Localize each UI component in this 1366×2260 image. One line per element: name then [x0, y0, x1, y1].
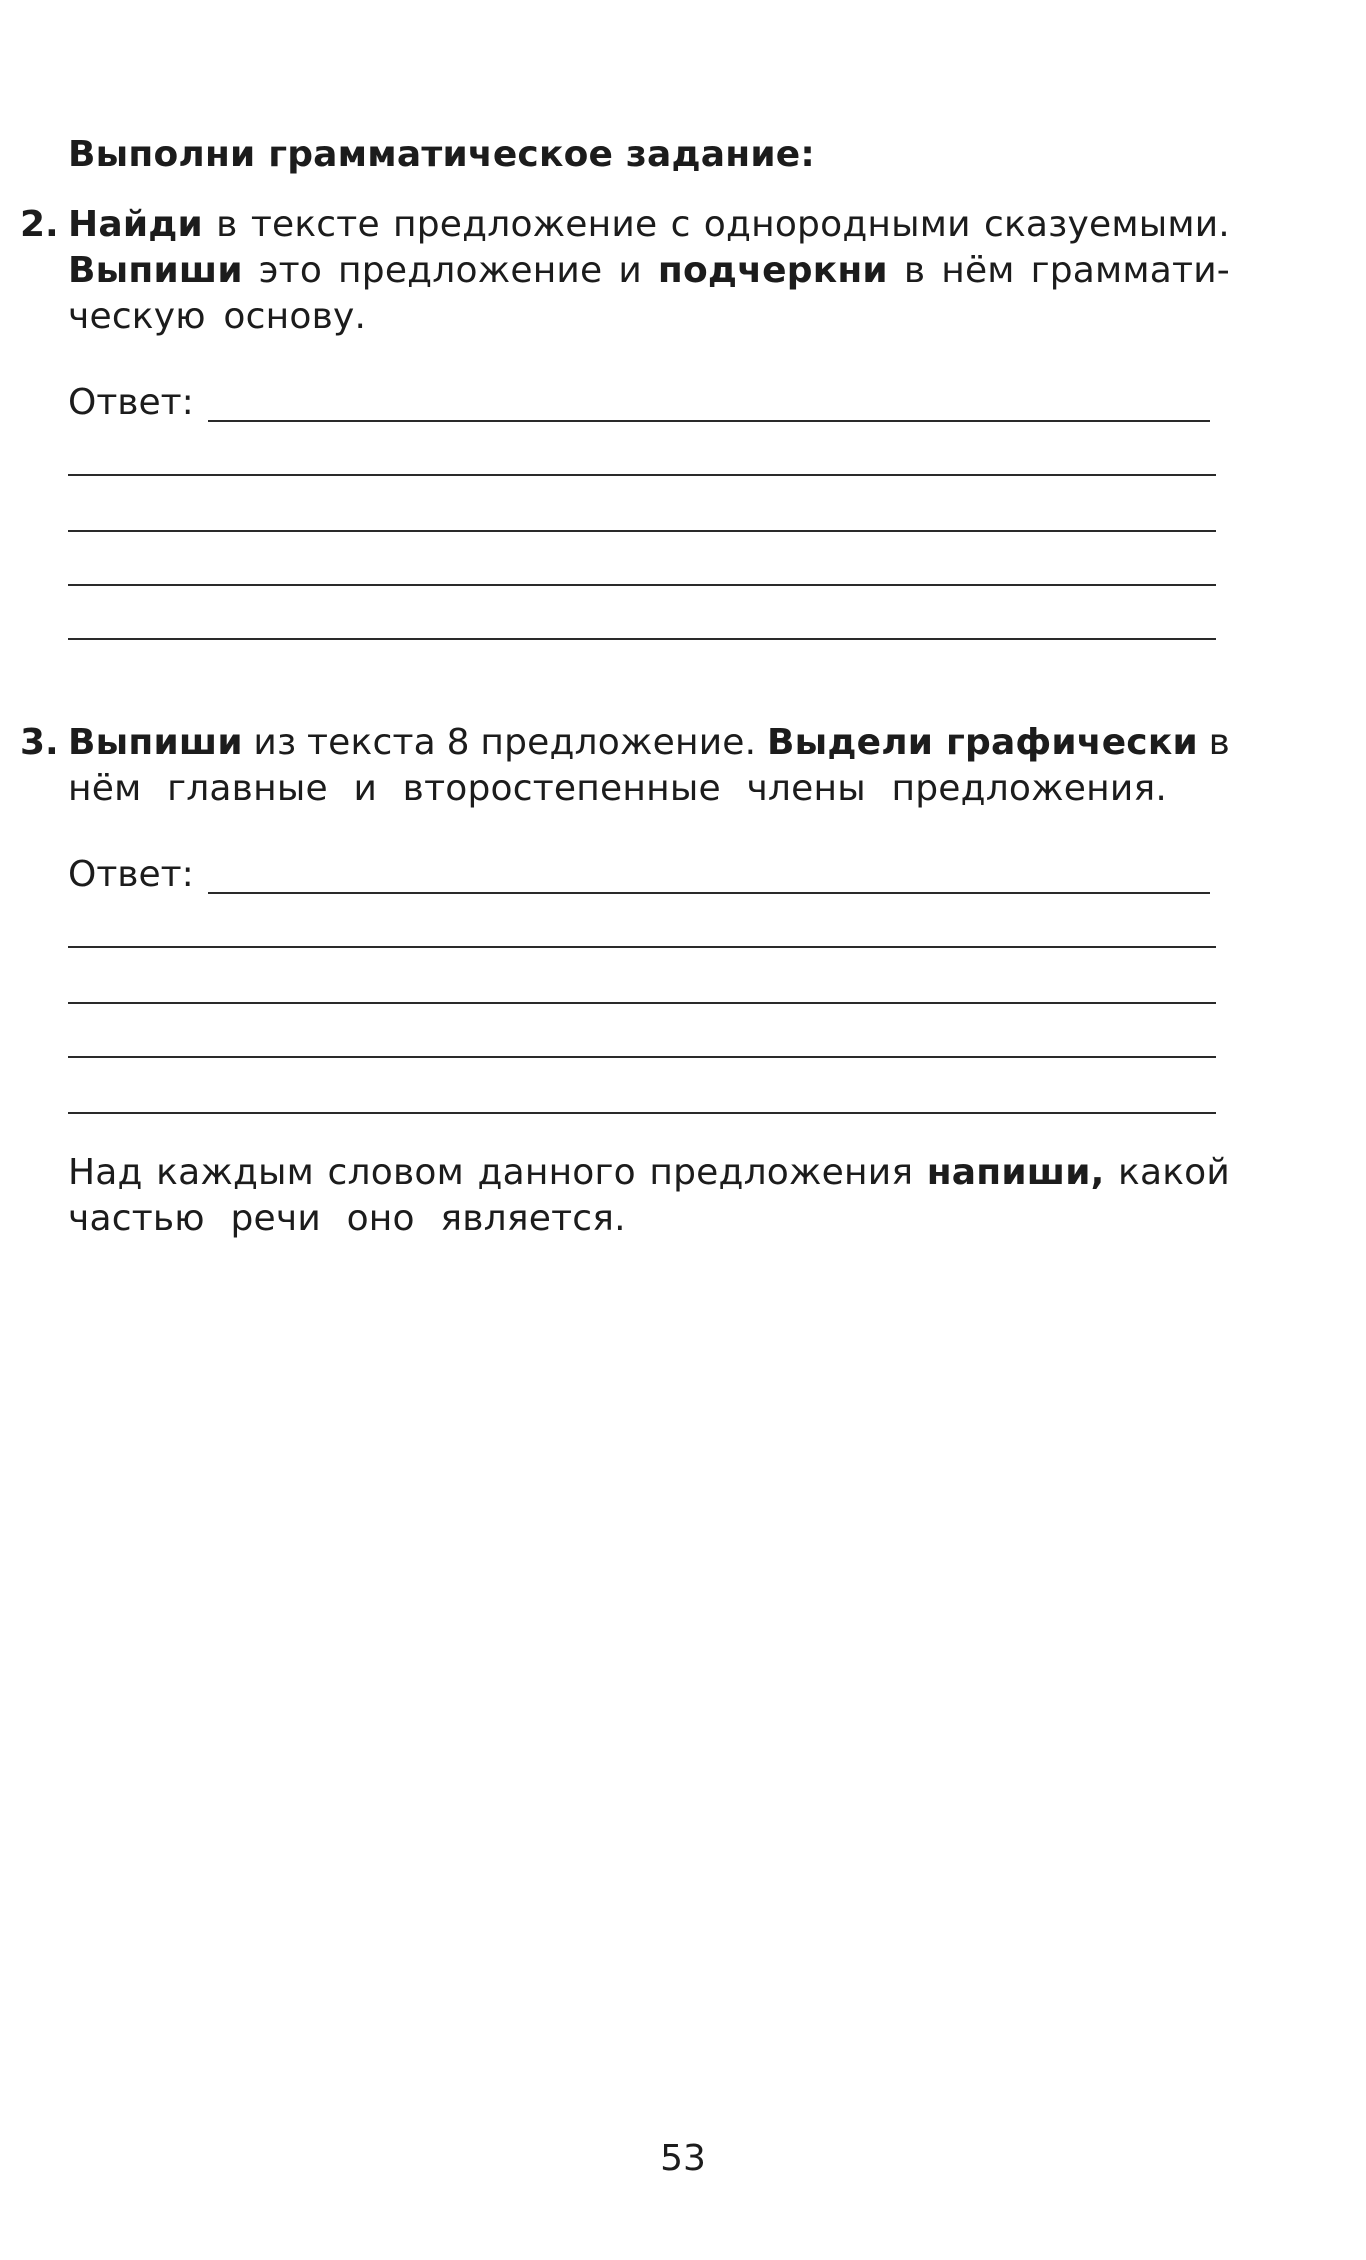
- task-2-word: однородными: [703, 204, 971, 245]
- task-3-followup-word: предложения: [649, 1152, 914, 1193]
- task-3-word: Выдели графически: [766, 722, 1198, 763]
- task-2-word: предложение: [338, 250, 603, 291]
- task-2-line-1: [68, 202, 1230, 248]
- task-3-followup-word: данного: [477, 1152, 636, 1193]
- task-2-word: Найди: [68, 204, 203, 245]
- task-3-answer-line[interactable]: [68, 946, 1216, 948]
- task-3-word: из: [253, 722, 297, 763]
- task-3-answer-line[interactable]: [68, 1112, 1216, 1114]
- task-3-number: 3.: [20, 722, 59, 763]
- task-2-word: граммати-: [1030, 250, 1230, 291]
- task-3-followup-line-1: [68, 1150, 1230, 1196]
- page-number: 53: [660, 2138, 706, 2179]
- task-3-answer-line[interactable]: [208, 892, 1210, 894]
- task-2-word: это: [258, 250, 323, 291]
- task-2-number: 2.: [20, 204, 59, 245]
- task-3-line-1: [68, 720, 1230, 766]
- task-2-word: предложение: [393, 204, 658, 245]
- task-3-followup-word: какой: [1118, 1152, 1230, 1193]
- task-2-word: сказуемыми.: [983, 204, 1230, 245]
- task-2-word: тексте: [250, 204, 380, 245]
- task-2-word: и: [618, 250, 642, 291]
- task-2-answer-line[interactable]: [68, 474, 1216, 476]
- task-3-followup-word: каждым: [156, 1152, 315, 1193]
- task-3-answer-line[interactable]: [68, 1056, 1216, 1058]
- task-3-answer-line[interactable]: [68, 1002, 1216, 1004]
- task-2-word: подчеркни: [657, 250, 888, 291]
- task-3-word: Выпиши: [68, 722, 243, 763]
- task-2-answer-line[interactable]: [68, 584, 1216, 586]
- task-2-answer-line[interactable]: [68, 638, 1216, 640]
- task-2-line-2: [68, 248, 1230, 294]
- task-3-word: в: [1208, 722, 1230, 763]
- task-2-answer-line[interactable]: [208, 420, 1210, 422]
- instruction-heading: Выполни грамматическое задание:: [68, 134, 815, 175]
- task-2-line-3: ческую основу.: [68, 296, 367, 337]
- task-2-word: Выпиши: [68, 250, 243, 291]
- task-2-word: нём: [941, 250, 1015, 291]
- task-3-answer-label: Ответ:: [68, 854, 194, 895]
- task-3-word: предложение.: [480, 722, 757, 763]
- task-2-answer-line[interactable]: [68, 530, 1216, 532]
- task-2-word: в: [216, 204, 238, 245]
- task-3-followup-word: Над: [68, 1152, 143, 1193]
- task-2-answer-label: Ответ:: [68, 382, 194, 423]
- task-2-word: с: [670, 204, 691, 245]
- task-2-word: в: [903, 250, 926, 291]
- task-3-followup-word: напиши,: [926, 1152, 1105, 1193]
- task-3-followup-word: словом: [327, 1152, 464, 1193]
- task-3-word: текста: [307, 722, 436, 763]
- task-3-line-2: нём главные и второстепенные члены предложения.: [68, 768, 1167, 809]
- task-3-followup-line-2: частью речи оно является.: [68, 1198, 626, 1239]
- task-3-word: 8: [446, 722, 470, 763]
